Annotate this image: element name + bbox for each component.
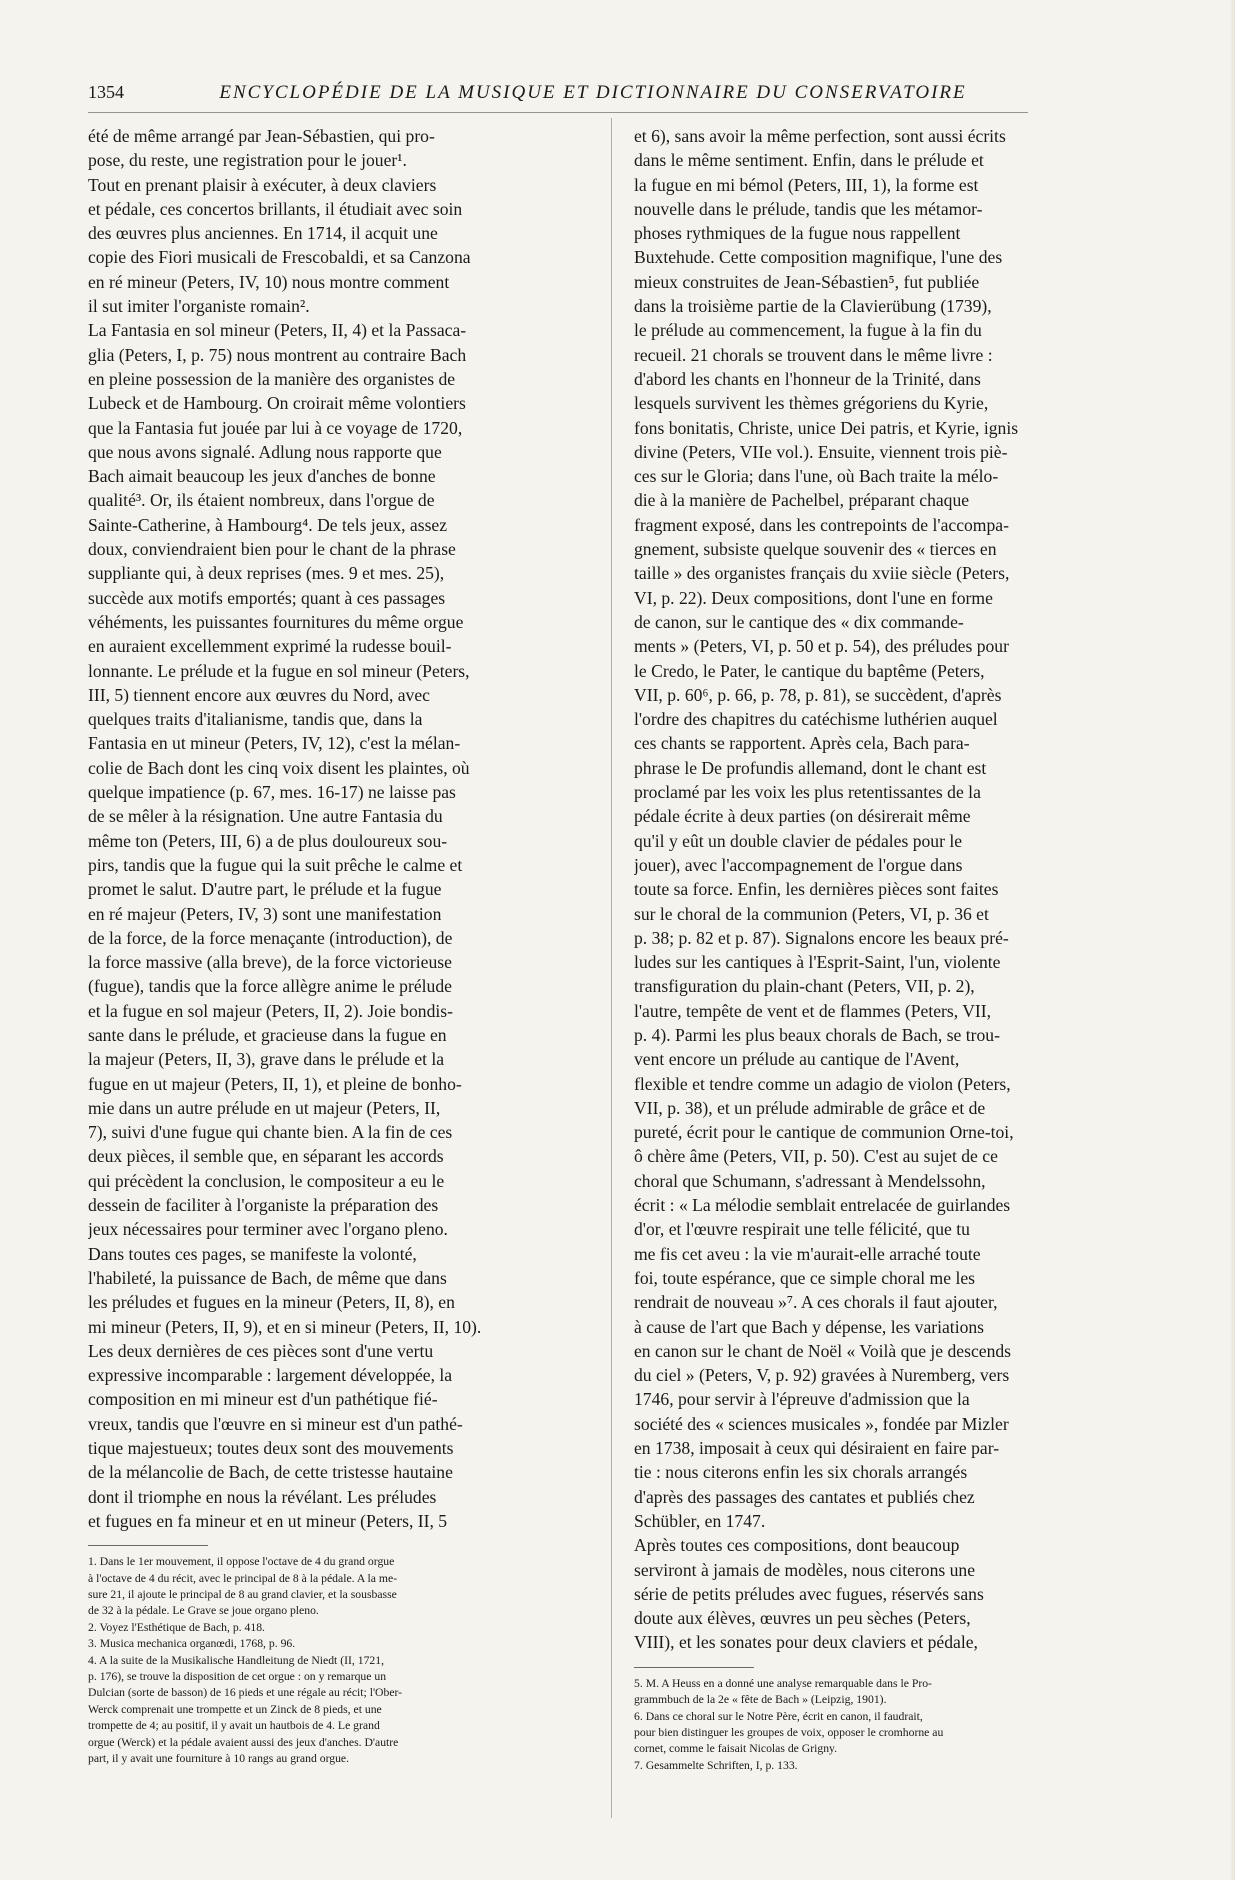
footnote-line: part, il y avait une fourniture à 10 rangs au grand orgue. xyxy=(88,1752,350,1766)
text-line: que la Fantasia fut jouée par lui à ce voyage de 1720, xyxy=(88,417,463,438)
text-line: des œuvres plus anciennes. En 1714, il acquit une xyxy=(88,223,438,244)
text-line: en pleine possession de la manière des organistes de xyxy=(88,368,456,389)
text-line: même ton (Peters, III, 6) a de plus douloureux sou- xyxy=(88,830,448,851)
text-line: jeux nécessaires pour terminer avec l'organo pleno. xyxy=(88,1219,448,1240)
text-line: pédale écrite à deux parties (on désirerait même xyxy=(634,806,971,827)
body-text xyxy=(634,124,1077,1655)
text-line: Dans toutes ces pages, se manifeste la volonté, xyxy=(88,1243,417,1264)
text-line: fragment exposé, dans les contrepoints de l'accompa- xyxy=(634,514,1009,535)
text-line: Fantasia en ut mineur (Peters, IV, 12), c'est la mélan- xyxy=(88,733,461,754)
text-line: en auraient excellemment exprimé la rudesse bouil- xyxy=(88,636,452,657)
footnotes xyxy=(634,1676,1077,1774)
text-line: choral que Schumann, s'adressant à Mendelssohn, xyxy=(634,1170,986,1191)
footnote-line: 7. Gesammelte Schriften, I, p. 133. xyxy=(634,1758,798,1772)
text-line: taille » des organistes français du xviie siècle (Peters, xyxy=(634,563,1010,584)
text-line: lesquels survivent les thèmes grégoriens du Kyrie, xyxy=(634,393,989,414)
text-line: vreux, tandis que l'œuvre en si mineur est d'un pathé- xyxy=(88,1413,463,1434)
text-line: l'autre, tempête de vent et de flammes (Peters, VII, xyxy=(634,1000,992,1021)
text-line: la force massive (alla breve), de la force victorieuse xyxy=(88,952,452,973)
text-line: et 6), sans avoir la même perfection, sont aussi écrits xyxy=(634,126,1006,146)
running-title: ENCYCLOPÉDIE DE LA MUSIQUE ET DICTIONNAIRE DU CONSERVATOIRE xyxy=(219,82,967,103)
footnote-line: 3. Musica mechanica organœdi, 1768, p. 96. xyxy=(88,1637,296,1651)
body-text xyxy=(88,124,531,1533)
text-line: toute sa force. Enfin, les dernières pièces sont faites xyxy=(634,879,999,900)
text-line: en ré majeur (Peters, IV, 3) sont une manifestation xyxy=(88,903,442,924)
text-line: die à la manière de Pachelbel, préparant chaque xyxy=(634,490,970,511)
page-number: 1354 xyxy=(88,82,124,102)
footnote-line: orgue (Werck) et la pédale avaient aussi des jeux d'anches. D'autre xyxy=(88,1735,399,1749)
text-line: qualité³. Or, ils étaient nombreux, dans l'orgue de xyxy=(88,490,435,511)
text-line: 7), suivi d'une fugue qui chante bien. A la fin de ces xyxy=(88,1122,453,1143)
text-line: pirs, tandis que la fugue qui la suit prêche le calme et xyxy=(88,854,463,875)
text-line: ments » (Peters, VI, p. 50 et p. 54), des préludes pour xyxy=(634,636,1009,657)
text-line: de canon, sur le cantique des « dix commande- xyxy=(634,611,964,632)
text-line: fugue en ut majeur (Peters, II, 1), et pleine de bonho- xyxy=(88,1073,462,1094)
footnote-line: grammbuch de la 2e « fête de Bach » (Leipzig, 1901). xyxy=(634,1693,887,1707)
text-line: foi, toute espérance, que ce simple choral me les xyxy=(634,1267,975,1288)
text-line: tie : nous citerons enfin les six chorals arrangés xyxy=(634,1462,968,1483)
text-line: expressive incomparable : largement développée, la xyxy=(88,1365,453,1386)
text-line: mi mineur (Peters, II, 9), et en si mineur (Peters, II, 10). xyxy=(88,1316,482,1337)
footnote-line: pour bien distinguer les groupes de voix, opposer le cromhorne au xyxy=(634,1725,944,1739)
text-line: Tout en prenant plaisir à exécuter, à deux claviers xyxy=(88,174,437,195)
footnote-line: trompette de 4; au positif, il y avait un hautbois de 4. Le grand xyxy=(88,1719,380,1733)
text-line: phoses rythmiques de la fugue nous rappellent xyxy=(634,223,961,244)
text-line: d'or, et l'œuvre respirait une telle félicité, que tu xyxy=(634,1219,970,1240)
footnote-line: 2. Voyez l'Esthétique de Bach, p. 418. xyxy=(88,1620,265,1634)
text-line: de la force, de la force menaçante (introduction), de xyxy=(88,927,453,948)
text-line: dessein de faciliter à l'organiste la préparation des xyxy=(88,1195,439,1216)
text-line: l'ordre des chapitres du catéchisme luthérien auquel xyxy=(634,709,998,730)
text-line: en 1738, imposait à ceux qui désiraient en faire par- xyxy=(634,1438,1000,1459)
footnote-line: à l'octave de 4 du récit, avec le principal de 8 à la pédale. A la me- xyxy=(88,1571,398,1585)
text-line: (fugue), tandis que la force allègre anime le prélude xyxy=(88,976,452,997)
text-line: quelque impatience (p. 67, mes. 16-17) ne laisse pas xyxy=(88,782,456,803)
text-line: serviront à jamais de modèles, nous citerons une xyxy=(634,1559,976,1580)
text-line: l'habileté, la puissance de Bach, de même que dans xyxy=(88,1267,447,1288)
page-edge-shadow xyxy=(1229,0,1235,1880)
footnote-line: p. 176), se trouve la disposition de cet orgue : on y remarque un xyxy=(88,1670,387,1684)
text-line: en ré mineur (Peters, IV, 10) nous montre comment xyxy=(88,271,450,292)
text-line: Lubeck et de Hambourg. On croirait même volontiers xyxy=(88,393,466,414)
right-column xyxy=(634,124,1077,1814)
text-line: écrit : « La mélodie semblait entrelacée de guirlandes xyxy=(634,1195,1011,1216)
text-line: 1746, pour servir à l'épreuve d'admission que la xyxy=(634,1389,970,1410)
text-line: VII, p. 38), et un prélude admirable de grâce et de xyxy=(634,1097,986,1118)
text-line: le prélude au commencement, la fugue à la fin du xyxy=(634,320,982,341)
text-line: sante dans le prélude, et gracieuse dans la fugue en xyxy=(88,1024,447,1045)
text-line: ces chants se rapportent. Après cela, Bach para- xyxy=(634,733,970,754)
text-line: succède aux motifs emportés; quant à ces passages xyxy=(88,587,446,608)
text-line: véhéments, les puissantes fournitures du même orgue xyxy=(88,611,464,632)
text-line: ô chère âme (Peters, VII, p. 50). C'est au sujet de ce xyxy=(634,1146,998,1167)
text-line: qui précèdent la conclusion, le compositeur a eu le xyxy=(88,1170,445,1191)
text-line: dans la troisième partie de la Clavierübung (1739), xyxy=(634,296,992,317)
text-line: composition en mi mineur est d'un pathétique fié- xyxy=(88,1389,438,1410)
text-line: et la fugue en sol majeur (Peters, II, 2). Joie bondis- xyxy=(88,1000,453,1021)
text-line: Après toutes ces compositions, dont beaucoup xyxy=(634,1535,960,1556)
text-line: La Fantasia en sol mineur (Peters, II, 4) et la Passaca- xyxy=(88,320,467,341)
text-line: de la mélancolie de Bach, de cette tristesse hautaine xyxy=(88,1462,453,1483)
text-line: gnement, subsiste quelque souvenir des « tierces en xyxy=(634,539,997,560)
text-line: copie des Fiori musicali de Frescobaldi, et sa Canzona xyxy=(88,247,471,268)
text-line: mie dans un autre prélude en ut majeur (Peters, II, xyxy=(88,1097,441,1118)
text-line: il sut imiter l'organiste romain². xyxy=(88,296,310,317)
footnote-line: Werck comprenait une trompette et un Zinck de 8 pieds, et une xyxy=(88,1702,382,1716)
footnote-line: 5. M. A Heuss en a donné une analyse remarquable dans le Pro- xyxy=(634,1676,932,1690)
text-line: colie de Bach dont les cinq voix disent les plaintes, où xyxy=(88,757,470,778)
footnote-line: 4. A la suite de la Musikalische Handleitung de Niedt (II, 1721, xyxy=(88,1653,385,1667)
text-line: d'après des passages des cantates et publiés chez xyxy=(634,1486,975,1507)
text-line: dont il triomphe en nous la révélant. Les préludes xyxy=(88,1486,437,1507)
text-line: d'abord les chants en l'honneur de la Trinité, dans xyxy=(634,368,981,389)
text-line: VIII), et les sonates pour deux claviers et pédale, xyxy=(634,1632,978,1653)
text-line: suppliante qui, à deux reprises (mes. 9 et mes. 25), xyxy=(88,563,445,584)
footnote-line: Dulcian (sorte de basson) de 16 pieds et une régale au récit; l'Ober- xyxy=(88,1686,403,1700)
text-line: de se mêler à la résignation. Une autre Fantasia du xyxy=(88,806,443,827)
text-line: sur le choral de la communion (Peters, VI, p. 36 et xyxy=(634,903,989,924)
text-line: été de même arrangé par Jean-Sébastien, qui pro- xyxy=(88,126,435,146)
text-line: société des « sciences musicales », fondée par Mizler xyxy=(634,1413,1009,1434)
footnotes xyxy=(88,1554,531,1767)
text-line: transfiguration du plain-chant (Peters, VII, p. 2), xyxy=(634,976,975,997)
text-line: pureté, écrit pour le cantique de communion Orne-toi, xyxy=(634,1122,1014,1143)
text-line: mieux construites de Jean-Sébastien⁵, fut publiée xyxy=(634,271,980,292)
text-line: p. 4). Parmi les plus beaux chorals de Bach, se trou- xyxy=(634,1024,1000,1045)
text-line: doute aux élèves, œuvres un peu sèches (Peters, xyxy=(634,1608,971,1629)
text-line: jouer), avec l'accompagnement de l'orgue dans xyxy=(634,854,963,875)
footnote-line: sure 21, il ajoute le principal de 8 au grand clavier, et la sousbasse xyxy=(88,1588,397,1602)
text-line: Les deux dernières de ces pièces sont d'une vertu xyxy=(88,1340,434,1361)
text-line: lonnante. Le prélude et la fugue en sol mineur (Peters, xyxy=(88,660,470,681)
text-line: le Credo, le Pater, le cantique du baptême (Peters, xyxy=(634,660,985,681)
text-line: Buxtehude. Cette composition magnifique, l'une des xyxy=(634,247,1003,268)
text-line: fons bonitatis, Christe, unice Dei patris, et Kyrie, ignis xyxy=(634,417,1019,438)
text-line: glia (Peters, I, p. 75) nous montrent au contraire Bach xyxy=(88,344,467,365)
footnote-divider xyxy=(634,1667,754,1668)
text-line: divine (Peters, VIIe vol.). Ensuite, viennent trois piè- xyxy=(634,441,1008,462)
text-line: série de petits préludes avec fugues, réservés sans xyxy=(634,1583,984,1604)
text-line: que nous avons signalé. Adlung nous rapporte que xyxy=(88,441,442,462)
text-line: qu'il y eût un double clavier de pédales pour le xyxy=(634,830,963,851)
footnote-divider xyxy=(88,1545,208,1546)
footnote-line: cornet, comme le faisait Nicolas de Grigny. xyxy=(634,1742,838,1756)
text-line: et pédale, ces concertos brillants, il étudiait avec soin xyxy=(88,198,463,219)
text-line: du ciel » (Peters, V, p. 92) gravées à Nuremberg, vers xyxy=(634,1365,1010,1386)
text-line: VII, p. 60⁶, p. 66, p. 78, p. 81), se succèdent, d'après xyxy=(634,684,1002,705)
text-line: VI, p. 22). Deux compositions, dont l'une en forme xyxy=(634,587,993,608)
text-line: en canon sur le chant de Noël « Voilà que je descends xyxy=(634,1340,1012,1361)
footnote-line: de 32 à la pédale. Le Grave se joue organo pleno. xyxy=(88,1604,319,1618)
text-line: vent encore un prélude au cantique de l'Avent, xyxy=(634,1049,960,1070)
text-line: Sainte-Catherine, à Hambourg⁴. De tels jeux, assez xyxy=(88,514,448,535)
text-line: p. 38; p. 82 et p. 87). Signalons encore les beaux pré- xyxy=(634,927,1009,948)
footnote-line: 1. Dans le 1er mouvement, il oppose l'octave de 4 du grand orgue xyxy=(88,1555,395,1569)
text-line: et fugues en fa mineur et en ut mineur (Peters, II, 5 xyxy=(88,1510,448,1531)
text-line: me fis cet aveu : la vie m'aurait-elle arraché toute xyxy=(634,1243,981,1264)
text-line: tique majestueux; toutes deux sont des mouvements xyxy=(88,1438,454,1459)
text-line: deux pièces, il semble que, en séparant les accords xyxy=(88,1146,444,1167)
text-line: à cause de l'art que Bach y dépense, les variations xyxy=(634,1316,985,1337)
page-header xyxy=(88,82,1028,113)
text-line: la majeur (Peters, II, 3), grave dans le prélude et la xyxy=(88,1049,445,1070)
text-line: phrase le De profundis allemand, dont le chant est xyxy=(634,757,987,778)
text-line: ludes sur les cantiques à l'Esprit-Saint, l'un, violente xyxy=(634,952,1001,973)
left-column xyxy=(88,124,531,1814)
text-line: proclamé par les voix les plus retentissantes de la xyxy=(634,782,981,803)
text-line: III, 5) tiennent encore aux œuvres du Nord, avec xyxy=(88,684,430,705)
text-line: Bach aimait beaucoup les jeux d'anches de bonne xyxy=(88,466,436,487)
text-line: les préludes et fugues en la mineur (Peters, II, 8), en xyxy=(88,1292,455,1313)
text-line: Schübler, en 1747. xyxy=(634,1510,766,1531)
text-line: quelques traits d'italianisme, tandis que, dans la xyxy=(88,709,423,730)
text-line: ces sur le Gloria; dans l'une, où Bach traite la mélo- xyxy=(634,466,999,487)
text-line: rendrait de nouveau »⁷. A ces chorals il faut ajouter, xyxy=(634,1292,998,1313)
text-line: promet le salut. D'autre part, le prélude et la fugue xyxy=(88,879,442,900)
text-line: la fugue en mi bémol (Peters, III, 1), la forme est xyxy=(634,174,979,195)
text-line: nouvelle dans le prélude, tandis que les métamor- xyxy=(634,198,983,219)
text-line: doux, conviendraient bien pour le chant de la phrase xyxy=(88,539,456,560)
text-line: pose, du reste, une registration pour le jouer¹. xyxy=(88,150,407,171)
column-divider xyxy=(611,118,612,1818)
text-line: recueil. 21 chorals se trouvent dans le même livre : xyxy=(634,344,993,365)
text-line: flexible et tendre comme un adagio de violon (Peters, xyxy=(634,1073,1011,1094)
text-line: dans le même sentiment. Enfin, dans le prélude et xyxy=(634,150,984,171)
footnote-line: 6. Dans ce choral sur le Notre Père, écrit en canon, il faudrait, xyxy=(634,1709,923,1723)
